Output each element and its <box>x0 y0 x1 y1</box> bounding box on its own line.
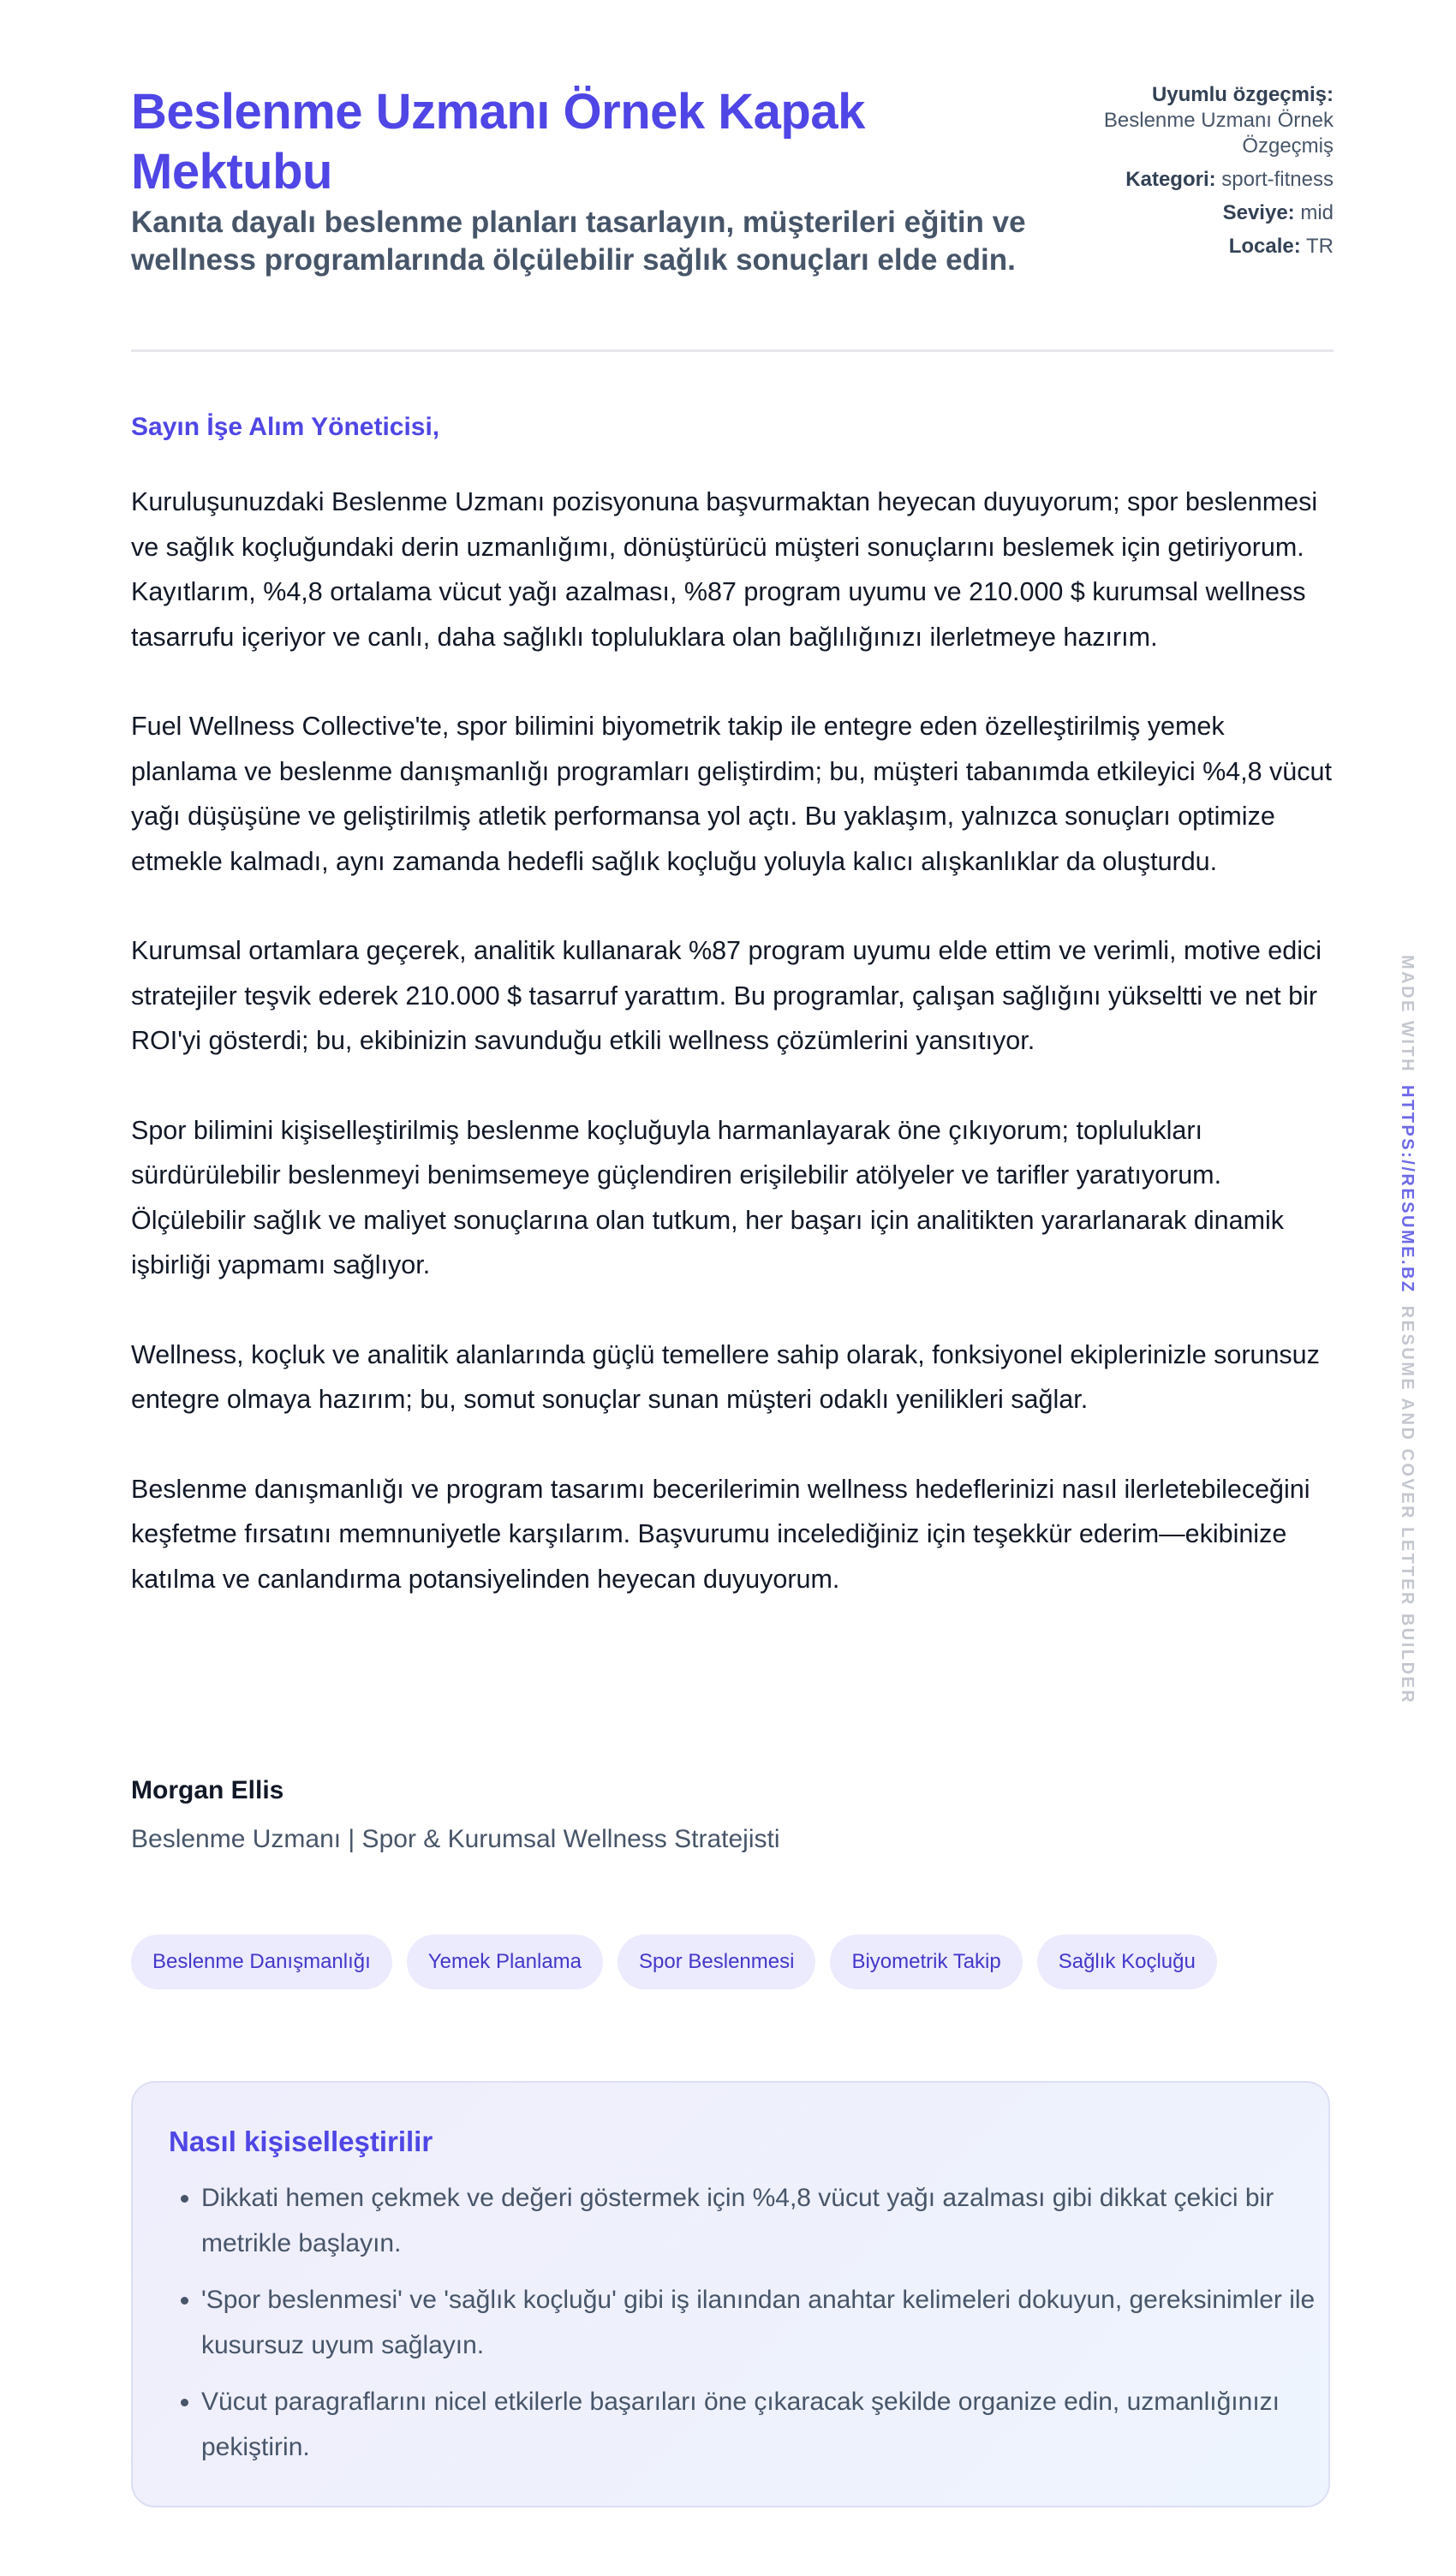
header-divider <box>131 349 1334 352</box>
locale-value: TR <box>1306 235 1334 258</box>
skill-tag: Spor Beslenmesi <box>618 1935 815 1989</box>
paragraph: Kurumsal ortamlara geçerek, analitik kullanarak %87 program uyumu elde ettim ve verimli, motive edici stratejiler teşvik ederek 210.000 $ tasarruf yarattım. Bu programlar, çalışan sağlığını yükseltti ve net bir ROI'yi gösterdi; bu, ekibinizin savunduğu etkili wellness çözümlerini yansıtıyor. <box>131 936 1322 1055</box>
category-value: sport-fitness <box>1221 168 1334 191</box>
watermark-suffix: RESUME AND COVER LETTER BUILDER <box>1398 1305 1417 1705</box>
tips-title: Nasıl kişiselleştirilir <box>169 2126 433 2157</box>
level-value: mid <box>1300 201 1334 224</box>
signature-name: Morgan Ellis <box>131 1776 284 1804</box>
page-title: Beslenme Uzmanı Örnek Kapak Mektubu <box>131 84 865 200</box>
category-label: Kategori: <box>1125 168 1216 191</box>
greeting: Sayın İşe Alım Yöneticisi, <box>131 413 440 441</box>
paragraph: Spor bilimini kişiselleştirilmiş beslenme koçluğuyla harmanlayarak öne çıkıyorum; toplulukları sürdürülebilir beslenmeyi benimsemeye güçlendiren erişilebilir atölyeler ve tarifler yaratıyorum. Ölçülebilir sağlık ve maliyet sonuçlarına olan tutkum, her başarı için analitikten yararlanarak dinamik işbirliği yapmamı sağlıyor. <box>131 1115 1285 1279</box>
personalization-tips <box>131 2081 1330 2507</box>
skill-tag: Yemek Planlama <box>407 1935 603 1989</box>
page-subtitle: Kanıta dayalı beslenme planları tasarlayın, müşterileri eğitin ve wellness programlarında ölçülebilir sağlık sonuçları elde edin. <box>131 206 1026 277</box>
watermark-prefix: MADE WITH <box>1398 955 1417 1074</box>
skill-tags <box>131 1935 1217 1989</box>
letter-body <box>131 480 1334 1646</box>
paragraph: Kuruluşunuzdaki Beslenme Uzmanı pozisyonuna başvurmaktan heyecan duyuyorum; spor beslenmesi ve sağlık koçluğundaki derin uzmanlığımı, dönüştürücü müşteri sonuçlarını beslemek için getiriyorum. Kayıtlarım, %4,8 ortalama vücut yağı azalması, %87 program uyumu ve 210.000 $ kurumsal wellness tasarrufu içeriyor ve canlı, daha sağlıklı topluluklara olan bağlılığınızı ilerletmeye hazırım. <box>131 487 1318 652</box>
meta-panel <box>1059 82 1334 267</box>
skill-tag: Beslenme Danışmanlığı <box>131 1935 392 1989</box>
watermark <box>1397 955 1417 1704</box>
skill-tag: Sağlık Koçluğu <box>1037 1935 1217 1989</box>
tips-list <box>169 2175 1323 2481</box>
resume-label: Uyumlu özgeçmiş: <box>1151 83 1334 106</box>
paragraph: Beslenme danışmanlığı ve program tasarımı becerilerimin wellness hedeflerinizi nasıl ilerletebileceğini keşfetme fırsatını memnuniyetle karşılarım. Başvurumu incelediğiniz için teşekkür ederim—ekibinize katılma ve canlandırma potansiyelinden heyecan duyuyorum. <box>131 1474 1310 1594</box>
watermark-link[interactable]: HTTPS://RESUME.BZ <box>1398 1085 1417 1294</box>
tip-item: • Dikkati hemen çekmek ve değeri göstermek için %4,8 vücut yağı azalması gibi dikkat çekici bir metrikle başlayın. <box>201 2175 1323 2266</box>
tip-item: • 'Spor beslenmesi' ve 'sağlık koçluğu' gibi iş ilanından anahtar kelimeleri dokuyun, gereksinimler ile kusursuz uyum sağlayın. <box>201 2277 1323 2368</box>
tip-item: • Vücut paragraflarını nicel etkilerle başarıları öne çıkaracak şekilde organize edin, uzmanlığınızı pekiştirin. <box>201 2379 1323 2470</box>
paragraph: Fuel Wellness Collective'te, spor bilimini biyometrik takip ile entegre eden özelleştirilmiş yemek planlama ve beslenme danışmanlığı programları geliştirdim; bu, müşteri tabanımda etkileyici %4,8 vücut yağı düşüşüne ve geliştirilmiş atletik performansa yol açtı. Bu yaklaşım, yalnızca sonuçları optimize etmekle kalmadı, aynı zamanda hedefli sağlık koçluğu yoluyla kalıcı alışkanlıklar da oluşturdu. <box>131 712 1332 876</box>
resume-link[interactable]: Beslenme Uzmanı Örnek Özgeçmiş <box>1103 109 1334 158</box>
level-label: Seviye: <box>1222 201 1295 224</box>
signature-title: Beslenme Uzmanı | Spor & Kurumsal Wellness Stratejisti <box>131 1825 780 1853</box>
header <box>131 82 1334 279</box>
paragraph: Wellness, koçluk ve analitik alanlarında güçlü temellere sahip olarak, fonksiyonel ekiplerinizle sorunsuz entegre olmaya hazırım; bu, somut sonuçlar sunan müşteri odaklı yenilikleri sağlar. <box>131 1339 1320 1414</box>
locale-label: Locale: <box>1228 235 1301 258</box>
skill-tag: Biyometrik Takip <box>830 1935 1022 1989</box>
